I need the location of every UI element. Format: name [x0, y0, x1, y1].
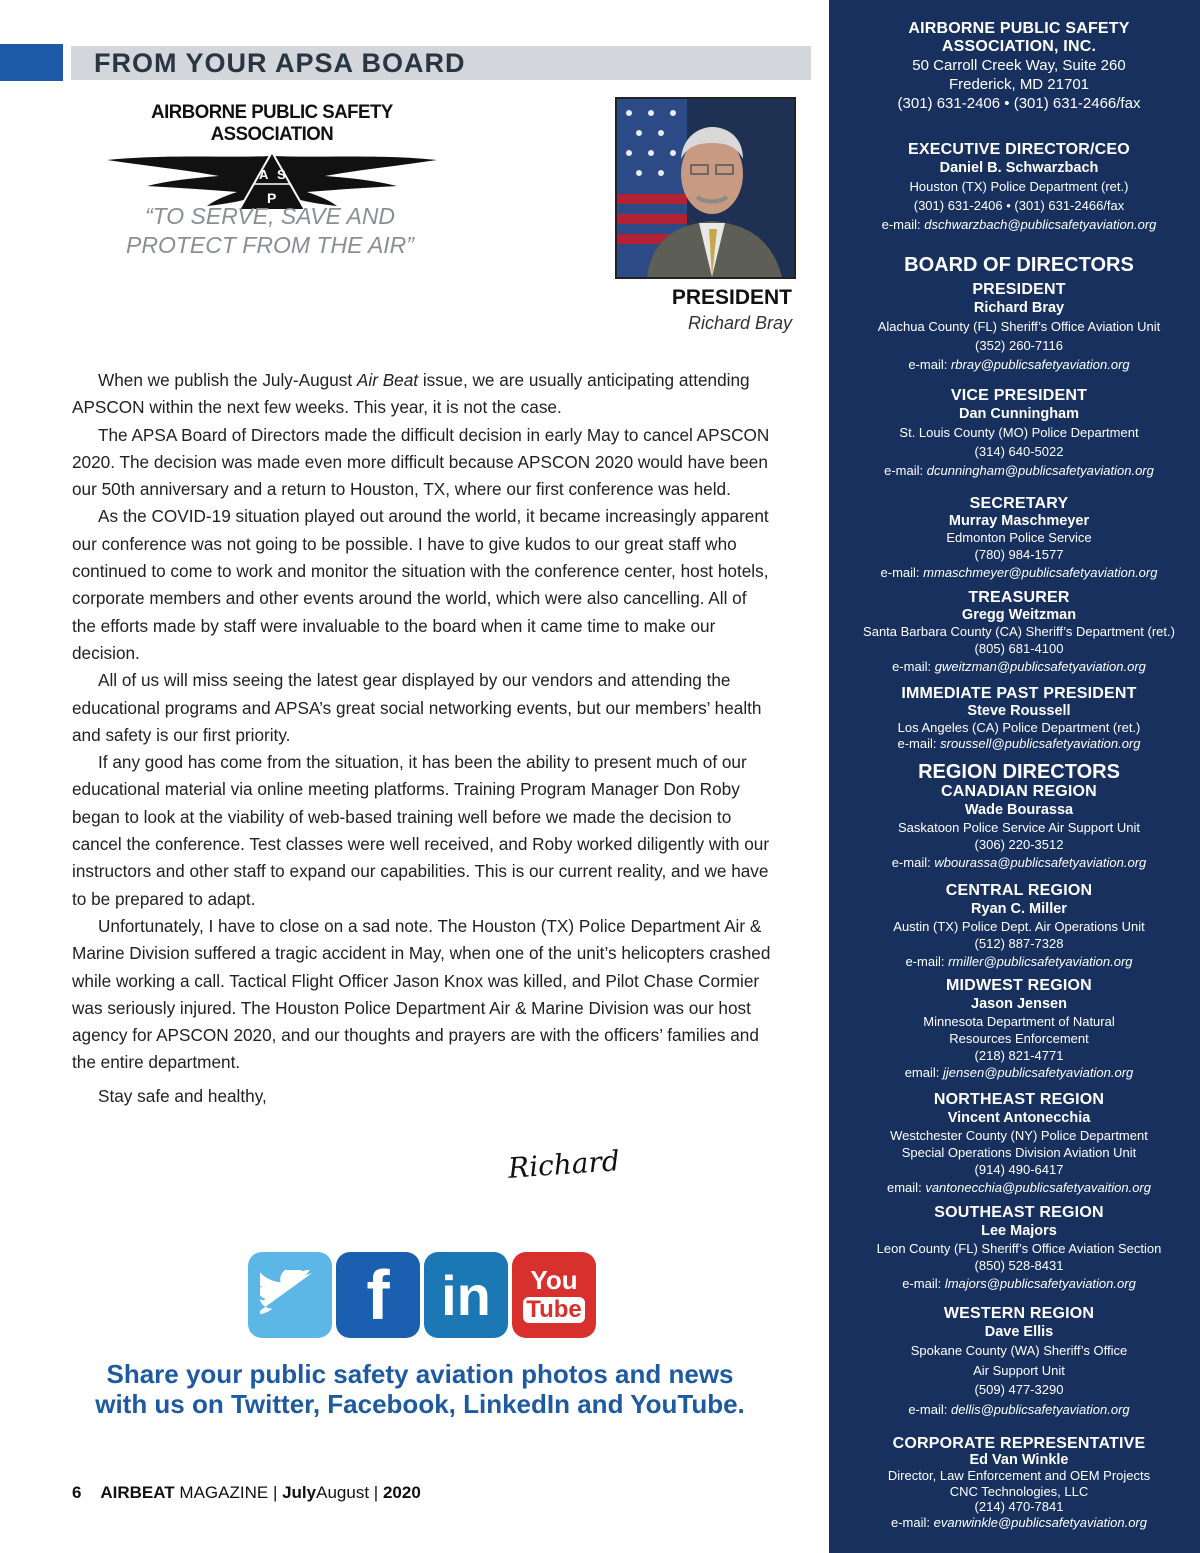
org-address-2: Frederick, MD 21701: [948, 76, 1090, 93]
officer-role: PRESIDENT: [972, 281, 1066, 298]
footer-year: 2020: [382, 1483, 421, 1502]
footer-month-bold: July: [282, 1483, 317, 1502]
region-email: e-mail: wbourassa@publicsafetyaviation.org: [891, 855, 1147, 870]
board-heading-wrap: [829, 254, 1200, 276]
officer-org: Edmonton Police Service: [946, 530, 1092, 545]
portrait-image: [617, 99, 794, 277]
region-name: Lee Majors: [981, 1223, 1057, 1239]
exec-name: Daniel B. Schwarzbach: [939, 160, 1099, 176]
president-role: PRESIDENT: [671, 286, 792, 309]
youtube-bottom: Tube: [523, 1297, 585, 1323]
region-org-2: Resources Enforcement: [949, 1031, 1089, 1046]
officer-entry: [829, 495, 1200, 582]
article-paragraph: If any good has come from the situation, it has been the ability to present much of our educational material via online meeting platforms. Training Program Manager Don Roby began to look at the viability of web-based training well before we made the decision to cancel the conference. Test classes were well received, and Roby worked diligently with our instructors and other staff to expand our capabilities. This is our current reality, and we have to be prepared to adapt.: [72, 752, 770, 909]
motto: [90, 202, 450, 260]
region-entry: [829, 977, 1200, 1081]
youtube-icon[interactable]: [512, 1252, 596, 1338]
region-email: e-mail: dellis@publicsafetyaviation.org: [908, 1402, 1130, 1417]
region-name: Jason Jensen: [971, 996, 1067, 1012]
officer-name: Richard Bray: [973, 300, 1065, 316]
corporate-email: e-mail: evanwinkle@publicsafetyaviation.org: [890, 1515, 1147, 1530]
region-phone: (512) 887-7328: [974, 936, 1064, 951]
officer-name: Steve Roussell: [967, 703, 1071, 719]
officer-email: e-mail: dcunningham@publicsafetyaviation.org: [884, 463, 1154, 478]
region-entry: [829, 783, 1200, 872]
officer-phone: (780) 984-1577: [974, 547, 1064, 562]
logo-letter-s: S: [277, 167, 286, 182]
board-heading: BOARD OF DIRECTORS: [904, 254, 1134, 276]
region-phone: (306) 220-3512: [974, 837, 1064, 852]
region-org: Austin (TX) Police Dept. Air Operations Unit: [893, 919, 1145, 934]
officer-org: St. Louis County (MO) Police Department: [899, 425, 1139, 440]
officer-name: Gregg Weitzman: [961, 607, 1077, 623]
region-email: email: jjensen@publicsafetyaviation.org: [904, 1065, 1134, 1080]
org-info: [829, 20, 1200, 113]
officer-phone: (314) 640-5022: [974, 444, 1064, 459]
officer-role: IMMEDIATE PAST PRESIDENT: [901, 685, 1137, 702]
officer-entry: [829, 281, 1200, 374]
officer-email: e-mail: rbray@publicsafetyaviation.org: [908, 357, 1130, 372]
officer-name: Murray Maschmeyer: [948, 513, 1090, 529]
officer-entry: [829, 685, 1200, 751]
officer-org: Alachua County (FL) Sheriff’s Office Aviation Unit: [877, 319, 1161, 334]
region-name: Wade Bourassa: [964, 802, 1074, 818]
corporate-entry: [829, 1435, 1200, 1531]
publication-title: Air Beat: [356, 370, 419, 390]
officer-role: SECRETARY: [969, 495, 1069, 512]
officer-org: Santa Barbara County (CA) Sheriff’s Department (ret.): [863, 624, 1175, 639]
logo-name: AIRBORNE PUBLIC SAFETY ASSOCIATION: [151, 102, 393, 145]
region-phone: (218) 821-4771: [974, 1048, 1064, 1063]
article-paragraph: When we publish the July-August Air Beat issue, we are usually anticipating attending APSCON within the next few weeks. This year, it is not the case.: [72, 370, 750, 418]
region-email: e-mail: lmajors@publicsafetyaviation.org: [902, 1276, 1136, 1291]
share-message: [60, 1359, 780, 1419]
officer-entry: [829, 589, 1200, 676]
region-email: email: vantonecchia@publicsafetyavaition.org: [887, 1180, 1151, 1195]
org-phone: (301) 631-2406 • (301) 631-2466/fax: [897, 95, 1141, 112]
region-name: Dave Ellis: [984, 1324, 1054, 1340]
org-name-2: ASSOCIATION, INC.: [941, 38, 1097, 55]
officer-phone: (352) 260-7116: [975, 338, 1063, 353]
region-org: Saskatoon Police Service Air Support Unit: [897, 820, 1141, 835]
facebook-icon[interactable]: f: [336, 1252, 420, 1338]
region-role: CANADIAN REGION: [941, 783, 1097, 800]
region-org: Minnesota Department of Natural: [923, 1014, 1115, 1029]
footer-magazine: MAGAZINE: [179, 1483, 269, 1502]
region-phone: (850) 528-8431: [974, 1258, 1064, 1273]
region-org-2: Special Operations Division Aviation Unit: [901, 1145, 1137, 1160]
twitter-icon[interactable]: [248, 1252, 332, 1338]
exec-phone: (301) 631-2406 • (301) 631-2466/fax: [913, 198, 1125, 213]
footer-separator: |: [272, 1483, 278, 1502]
exec-org: Houston (TX) Police Department (ret.): [909, 179, 1129, 194]
officer-role: TREASURER: [968, 589, 1070, 606]
region-name: Vincent Antonecchia: [947, 1110, 1091, 1126]
region-role: MIDWEST REGION: [946, 977, 1092, 994]
exec-heading: EXECUTIVE DIRECTOR/CEO: [908, 141, 1130, 158]
region-heading-wrap: [829, 761, 1200, 783]
region-org-2: Air Support Unit: [973, 1363, 1065, 1378]
officer-org: Los Angeles (CA) Police Department (ret.): [897, 720, 1141, 735]
officer-entry: [829, 387, 1200, 480]
region-entry: [829, 1305, 1200, 1421]
section-title: FROM YOUR APSA BOARD: [94, 48, 466, 78]
logo-letter-p: P: [267, 190, 277, 206]
page-number: 6: [72, 1483, 82, 1502]
region-role: SOUTHEAST REGION: [934, 1204, 1104, 1221]
region-entry: [829, 882, 1200, 971]
header-accent-block: [0, 44, 63, 81]
officer-name: Dan Cunningham: [958, 406, 1080, 422]
exec-email: e-mail: dschwarzbach@publicsafetyaviation.org: [881, 217, 1157, 232]
corporate-title: Director, Law Enforcement and OEM Projects: [887, 1468, 1151, 1483]
officer-email: e-mail: sroussell@publicsafetyaviation.org: [897, 736, 1141, 751]
officer-phone: (805) 681-4100: [974, 641, 1064, 656]
article-paragraph: All of us will miss seeing the latest gear displayed by our vendors and attending the educational programs and APSA’s great social networking events, but our members’ health and safety is our first priority.: [72, 670, 762, 745]
linkedin-icon[interactable]: in: [424, 1252, 508, 1338]
article-paragraph: Unfortunately, I have to close on a sad note. The Houston (TX) Police Department Air & Marine Division suffered a tragic accident in May, when one of the unit’s helicopters crashed while working a call. Tactical Flight Officer Jason Knox was killed, and Pilot Chase Cormier was seriously injured. The Houston Police Department Air & Marine Division was our host agency for APSCON 2020, and our thoughts and prayers are with the officers’ families and the entire department.: [72, 915, 771, 1073]
officer-email: e-mail: gweitzman@publicsafetyaviation.org: [892, 659, 1146, 674]
article-body: [72, 367, 772, 1110]
org-name-1: AIRBORNE PUBLIC SAFETY: [908, 20, 1130, 37]
region-heading: REGION DIRECTORS: [918, 761, 1120, 783]
region-phone: (914) 490-6417: [974, 1162, 1064, 1177]
footer-month: August: [316, 1483, 370, 1502]
corporate-role: CORPORATE REPRESENTATIVE: [892, 1435, 1146, 1452]
footer-separator: |: [373, 1483, 379, 1502]
logo-letter-a: A: [259, 167, 269, 182]
region-name: Ryan C. Miller: [971, 901, 1067, 917]
org-address-1: 50 Carroll Creek Way, Suite 260: [912, 57, 1126, 74]
exec-director: [829, 141, 1200, 234]
president-photo: [615, 97, 796, 279]
president-name: Richard Bray: [687, 313, 792, 333]
signature: Richard: [506, 1144, 621, 1185]
article-paragraph: The APSA Board of Directors made the difficult decision in early May to cancel APSCON 2020. The decision was made even more difficult because APSCON 2020 would have been our 50th anniversary and a return to Houston, TX, where our first conference was held.: [72, 424, 770, 500]
closing-line: Stay safe and healthy,: [98, 1085, 267, 1106]
corporate-phone: (214) 470-7841: [974, 1499, 1064, 1514]
region-phone: (509) 477-3290: [974, 1382, 1064, 1397]
region-org: Spokane County (WA) Sheriff’s Office: [910, 1343, 1128, 1358]
page-footer: [72, 1483, 421, 1503]
officer-role: VICE PRESIDENT: [950, 387, 1088, 404]
article-paragraph: As the COVID-19 situation played out around the world, it became increasingly apparent our conference was not going to be possible. I have to give kudos to our great staff who continued to come to work and monitor the situation with the conference center, host hotels, corporate members and other events around the world, which were also cancelling. All of the efforts made by staff were invaluable to the board when it came time to make our decision.: [72, 506, 769, 663]
region-email: e-mail: rmiller@publicsafetyaviation.org: [905, 954, 1133, 969]
officer-email: e-mail: mmaschmeyer@publicsafetyaviation.org: [880, 565, 1158, 580]
share-line-2: with us on Twitter, Facebook, LinkedIn and YouTube.: [95, 1389, 745, 1419]
footer-brand: AIRBEAT: [100, 1483, 175, 1502]
social-icons: [248, 1252, 596, 1338]
region-role: CENTRAL REGION: [945, 882, 1093, 899]
region-entry: [829, 1204, 1200, 1293]
region-role: WESTERN REGION: [943, 1305, 1095, 1322]
region-org: Leon County (FL) Sheriff’s Office Aviation Section: [876, 1241, 1162, 1256]
sidebar-directory: [829, 0, 1200, 1553]
region-org: Westchester County (NY) Police Department: [890, 1128, 1148, 1143]
corporate-company: CNC Technologies, LLC: [949, 1484, 1089, 1499]
motto-line-2: PROTECT FROM THE AIR”: [126, 232, 414, 258]
motto-line-1: “TO SERVE, SAVE AND: [144, 203, 396, 229]
region-role: NORTHEAST REGION: [933, 1091, 1105, 1108]
corporate-name: Ed Van Winkle: [969, 1452, 1069, 1468]
region-entry: [829, 1091, 1200, 1197]
share-line-1: Share your public safety aviation photos and news: [106, 1359, 734, 1389]
youtube-top: You: [530, 1265, 578, 1295]
